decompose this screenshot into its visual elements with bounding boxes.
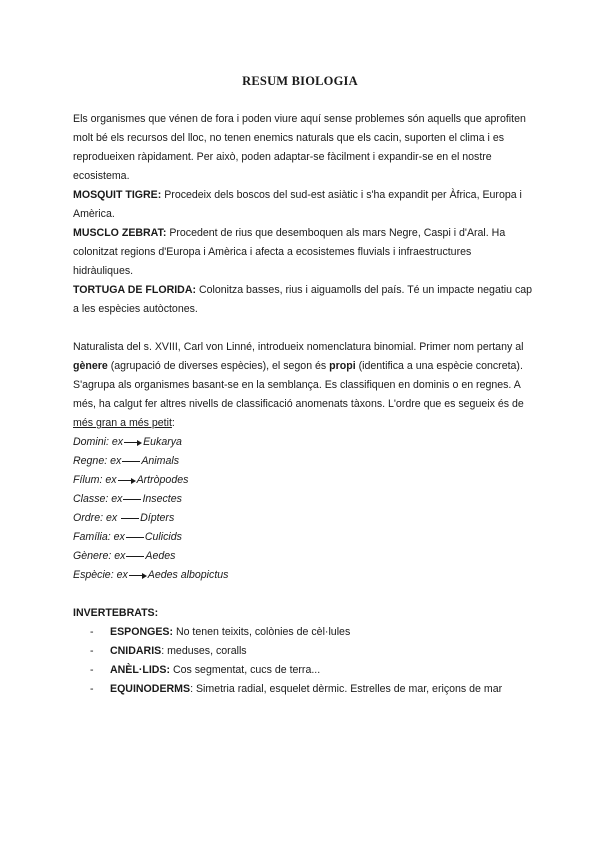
species-name: TORTUGA DE FLORIDA: bbox=[73, 284, 196, 296]
invertebrate-item bbox=[90, 661, 533, 680]
taxon-level: Regne: bbox=[73, 455, 108, 467]
taxonomy-row bbox=[73, 471, 533, 490]
invertebrate-name: CNIDARIS bbox=[110, 645, 162, 657]
invertebrate-text: Cos segmentat, cucs de terra... bbox=[170, 664, 321, 676]
arrow-right-icon bbox=[124, 438, 142, 446]
spacer bbox=[73, 585, 533, 604]
taxonomy-row bbox=[73, 452, 533, 471]
taxon-example-prefix: ex bbox=[111, 550, 126, 562]
taxonomy-row bbox=[73, 433, 533, 452]
taxon-level: Espècie: bbox=[73, 569, 114, 581]
underline-connector-icon bbox=[121, 514, 139, 522]
taxon-example: Dípters bbox=[140, 512, 175, 524]
document-body bbox=[73, 110, 533, 699]
list-dash: - bbox=[90, 626, 94, 638]
invertebrate-item bbox=[90, 680, 533, 699]
arrow-right-icon bbox=[118, 476, 136, 484]
species-text: Colonitza basses, rius i aiguamolls del país. Té un impacte negatiu cap a les espècies autòctones. bbox=[73, 284, 533, 315]
linne-genere: gènere bbox=[73, 360, 108, 372]
underline-connector-icon bbox=[126, 533, 144, 541]
invertebrate-name: ANÈL·LIDS: bbox=[110, 664, 171, 676]
underline-connector-icon bbox=[122, 457, 140, 465]
taxon-example: Eukarya bbox=[143, 436, 182, 448]
taxon-example-prefix: ex bbox=[103, 512, 121, 524]
taxon-example: Aedes albopictus bbox=[147, 569, 229, 581]
taxon-level: Ordre: bbox=[73, 512, 104, 524]
underline-connector-icon bbox=[126, 552, 144, 560]
species-mosquit-tigre bbox=[73, 186, 533, 224]
taxon-example: Culicids bbox=[144, 531, 182, 543]
intro-paragraph: Els organismes que vénen de fora i poden viure aquí sense problemes són aquells que aprofiten molt bé els recursos del lloc, no tenen enemics naturals que els cacin, suporten el clima i es reprodueixen ràpidament. Per això, poden adaptar-se fàcilment i expandir-se en el nostre ecosistema. bbox=[73, 113, 526, 182]
species-musclo-zebrat bbox=[73, 224, 533, 281]
taxon-example: Animals bbox=[141, 455, 179, 467]
underline-connector-icon bbox=[123, 495, 141, 503]
invertebrates-heading-text: INVERTEBRATS: bbox=[73, 607, 159, 619]
taxon-level: Domini: bbox=[73, 436, 109, 448]
list-dash: - bbox=[90, 664, 94, 676]
taxon-example-prefix: ex bbox=[110, 531, 125, 543]
invertebrates-list bbox=[73, 623, 533, 699]
taxon-example: Insectes bbox=[142, 493, 182, 505]
species-name: MUSCLO ZEBRAT: bbox=[73, 227, 167, 239]
taxon-level: Gènere: bbox=[73, 550, 112, 562]
arrow-right-icon bbox=[129, 571, 147, 579]
invertebrate-item bbox=[90, 623, 533, 642]
classification-text: S'agrupa als organismes basant-se en la semblança. Es classifiquen en dominis o en regnes. A més, ha calgut fer altres nivells de classificació anomenats tàxons. L'ordre que es segueix és de bbox=[73, 379, 524, 410]
species-text: Procedent de rius que desemboquen als mars Negre, Caspi i d'Aral. Ha colonitzat regions d'Europa i Amèrica i afecta a ecosistemes fluvials i infraestructures hidràuliques. bbox=[73, 227, 506, 277]
invertebrate-name: EQUINODERMS bbox=[110, 683, 191, 695]
spacer bbox=[73, 319, 533, 338]
species-name: MOSQUIT TIGRE: bbox=[73, 189, 162, 201]
taxonomy-row bbox=[73, 528, 533, 547]
taxon-example-prefix: ex bbox=[108, 436, 124, 448]
classification-text: : bbox=[171, 417, 175, 429]
invertebrate-text: : meduses, coralls bbox=[161, 645, 247, 657]
species-text: Procedeix dels boscos del sud-est asiàtic i s'ha expandit per Àfrica, Europa i Amèrica. bbox=[73, 189, 522, 220]
taxonomy-list bbox=[73, 433, 533, 585]
linne-text: (identifica a una espècie concreta). bbox=[355, 360, 523, 372]
taxon-example-prefix: ex bbox=[107, 455, 122, 467]
taxon-example-prefix: ex bbox=[113, 569, 128, 581]
linne-text: (agrupació de diverses espècies), el segon és bbox=[107, 360, 330, 372]
taxonomy-row bbox=[73, 509, 533, 528]
invertebrates-heading bbox=[73, 604, 533, 623]
taxon-example: Artròpodes bbox=[136, 474, 189, 486]
invertebrate-item bbox=[90, 642, 533, 661]
taxonomy-row bbox=[73, 490, 533, 509]
taxon-example-prefix: ex bbox=[108, 493, 123, 505]
linne-text: Naturalista del s. XVIII, Carl von Linné, introdueix nomenclatura binomial. Primer nom pertany al bbox=[73, 341, 524, 353]
classification-paragraph bbox=[73, 376, 533, 433]
species-tortuga-florida bbox=[73, 281, 533, 319]
list-dash: - bbox=[90, 683, 94, 695]
invertebrate-text: No tenen teixits, colònies de cèl·lules bbox=[173, 626, 351, 638]
classification-underlined: més gran a més petit bbox=[73, 417, 172, 429]
taxon-level: Classe: bbox=[73, 493, 109, 505]
taxon-example-prefix: ex bbox=[102, 474, 117, 486]
linne-propi: propi bbox=[329, 360, 356, 372]
invertebrate-name: ESPONGES: bbox=[110, 626, 173, 638]
taxonomy-row bbox=[73, 566, 533, 585]
taxonomy-row bbox=[73, 547, 533, 566]
list-dash: - bbox=[90, 645, 94, 657]
page-title: RESUM BIOLOGIA bbox=[242, 74, 358, 88]
invertebrate-text: : Simetria radial, esquelet dèrmic. Estrelles de mar, eriçons de mar bbox=[190, 683, 503, 695]
taxon-example: Aedes bbox=[145, 550, 176, 562]
taxon-level: Família: bbox=[73, 531, 111, 543]
linne-paragraph bbox=[73, 338, 533, 376]
taxon-level: Fílum: bbox=[73, 474, 103, 486]
